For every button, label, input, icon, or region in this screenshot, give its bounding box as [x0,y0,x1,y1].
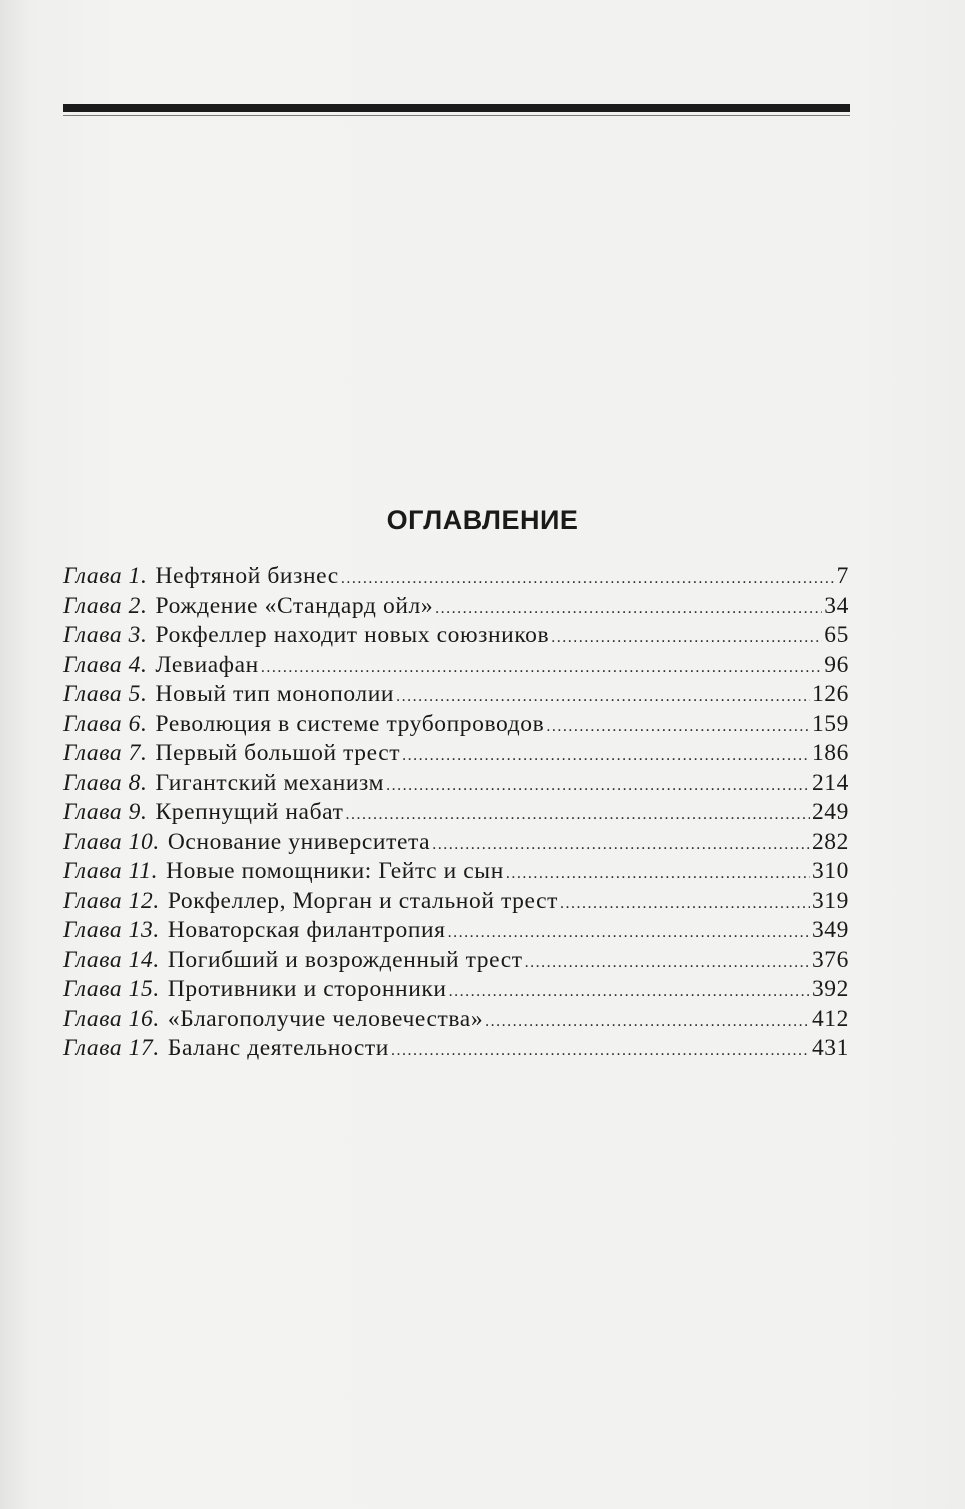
page-number: 431 [811,1035,849,1061]
toc-heading: ОГЛАВЛЕНИЕ [386,505,579,535]
chapter-label: Глава 12. [63,887,160,914]
chapter-label: Глава 14. [63,946,160,973]
dot-leader [560,895,810,913]
dot-leader [386,777,810,795]
toc-entry [63,799,849,829]
chapter-title: Погибший и возрожденный трест [167,946,523,973]
dot-leader [391,1042,810,1060]
toc-entry [63,888,849,918]
dot-leader [345,806,810,824]
page-number: 7 [836,563,849,589]
chapter-title: Рокфеллер, Морган и стальной трест [167,887,559,914]
toc-entry [63,858,849,888]
chapter-title: Революция в системе трубопроводов [155,710,545,737]
page-number: 319 [811,887,849,914]
table-of-contents [63,563,849,1065]
chapter-title: Новые помощники: Гейтс и сын [166,858,504,884]
chapter-title: Рождение «Стандард ойл» [155,592,434,619]
toc-entry [63,917,849,947]
chapter-title: Рокфеллер находит новых союзников [155,622,550,648]
chapter-title: Нефтяной бизнес [155,563,339,589]
dot-leader [449,983,810,1001]
dot-leader [261,659,822,677]
chapter-title: Крепнущий набат [155,799,344,825]
chapter-label: Глава 13. [63,917,160,943]
chapter-title: Новый тип монополии [155,681,395,707]
dot-leader [448,924,810,942]
page-number: 96 [824,651,849,678]
dot-leader [396,688,810,706]
page-number: 376 [811,946,849,973]
dot-leader [546,718,810,736]
chapter-label: Глава 11. [63,858,159,884]
dot-leader [485,1013,810,1031]
dot-leader [435,600,822,618]
toc-entry [63,947,849,977]
page-number: 65 [824,622,849,648]
toc-entry [63,622,849,652]
chapter-title: Гигантский механизм [155,769,385,796]
toc-entry [63,652,849,682]
chapter-label: Глава 10. [63,828,160,855]
header-rule [63,104,850,112]
chapter-title: Левиафан [155,651,259,678]
toc-entry [63,740,849,770]
toc-entry [63,770,849,800]
page-number: 349 [811,917,849,943]
chapter-title: «Благополучие человечества» [167,1005,484,1032]
chapter-title: Основание университета [167,828,431,855]
dot-leader [432,836,810,854]
page-number: 34 [824,592,849,619]
chapter-title: Новаторская филантропия [167,917,446,943]
toc-entry [63,563,849,593]
page-number: 412 [811,1005,849,1032]
chapter-label: Глава 9. [63,799,148,825]
page-number: 186 [811,740,849,766]
chapter-title: Первый большой трест [155,740,401,766]
header-rule-thin [63,115,850,116]
chapter-label: Глава 6. [63,710,148,737]
chapter-label: Глава 8. [63,769,148,796]
toc-entry [63,711,849,741]
toc-entry [63,1035,849,1065]
chapter-label: Глава 17. [63,1035,160,1061]
chapter-label: Глава 16. [63,1005,160,1032]
page-number: 392 [811,976,849,1002]
chapter-label: Глава 4. [63,651,148,678]
chapter-label: Глава 3. [63,622,148,648]
toc-entry [63,593,849,623]
page-number: 214 [811,769,849,796]
chapter-label: Глава 15. [63,976,160,1002]
toc-entry [63,829,849,859]
page-number: 126 [811,681,849,707]
dot-leader [551,629,822,647]
chapter-title: Баланс деятельности [167,1035,389,1061]
dot-leader [506,865,810,883]
page-number: 282 [811,828,849,855]
chapter-label: Глава 5. [63,681,148,707]
page-number: 249 [811,799,849,825]
chapter-title: Противники и сторонники [167,976,447,1002]
toc-entry [63,681,849,711]
chapter-label: Глава 1. [63,563,148,589]
chapter-label: Глава 7. [63,740,148,766]
dot-leader [525,954,810,972]
dot-leader [402,747,810,765]
toc-entry [63,1006,849,1036]
page-number: 159 [811,710,849,737]
toc-entry [63,976,849,1006]
page-number: 310 [811,858,849,884]
dot-leader [341,570,835,588]
chapter-label: Глава 2. [63,592,148,619]
